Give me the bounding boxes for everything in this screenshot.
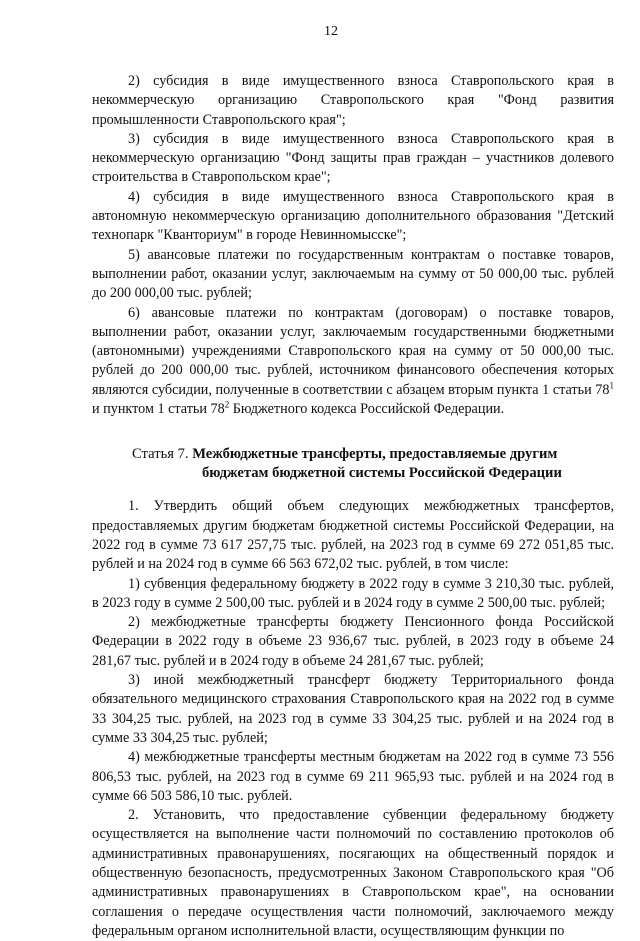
clause-1-item-3: 3) иной межбюджетный трансферт бюджету Территориального фонда обязательного медицинского страхования Ставропольского края на 2022 год в сумме 33 304,25 тыс. рублей, на 2023 год в сумме 33 304,25 тыс. рублей и на 2024 год в сумме 33 304,25 тыс. рублей; <box>92 672 614 746</box>
page-number: 12 <box>324 24 338 39</box>
paragraph-item-4: 4) субсидия в виде имущественного взноса Ставропольского края в автономную некоммерческую организацию дополнительного образования "Детский технопарк "Кванториум" в городе Невинномысске"; <box>92 188 614 244</box>
article-label: Статья 7. <box>132 446 193 463</box>
article-title-line-1: Межбюджетные трансферты, предоставляемые другим <box>192 446 558 463</box>
article-heading <box>92 445 614 483</box>
clause-1: 1. Утвердить общий объем следующих межбюджетных трансфертов, предоставляемых другим бюджетам бюджетной системы Российской Федерации, на 2022 год в сумме 73 617 257,75 тыс. рублей, на 2023 год в сумме 69 272 051,85 тыс. рублей и на 2024 год в сумме 66 563 672,02 тыс. рублей, в том числе: <box>92 498 614 573</box>
paragraph-6-text-a: 6) авансовые платежи по контрактам (договорам) о поставке товаров, выполнении работ, оказании услуг, заключаемым государственными бюджетными (автономными) учреждениями Ставропольского края на сумму от 50 000,00 тыс. рублей до 200 000,00 тыс. рублей, источником финансового обеспечения которых являются субсидии, полученные в соответствии с абзацем вторым пункта 1 статьи 78 <box>92 304 614 398</box>
article-title-line-2: бюджетам бюджетной системы Российской Федерации <box>202 465 562 482</box>
superscript-1: 1 <box>609 380 614 391</box>
paragraph-item-3: 3) субсидия в виде имущественного взноса Ставропольского края в некоммерческую организацию "Фонд защиты прав граждан – участников долевого строительства в Ставропольском крае"; <box>92 130 614 186</box>
paragraph-item-6 <box>92 304 614 420</box>
clause-1-item-1: 1) субвенция федеральному бюджету в 2022 году в сумме 3 210,30 тыс. рублей, в 2023 году в сумме 2 500,00 тыс. рублей и в 2024 году в сумме 2 500,00 тыс. рублей; <box>92 575 614 611</box>
superscript-2: 2 <box>224 399 230 410</box>
paragraph-6-text-b: и пунктом 1 статьи 78 <box>92 401 225 418</box>
paragraph-6-text-c: Бюджетного кодекса Российской Федерации. <box>229 401 505 418</box>
paragraph-item-2: 2) субсидия в виде имущественного взноса Ставропольского края в некоммерческую организацию Ставропольского края "Фонд развития промышленности Ставропольского края"; <box>92 73 614 128</box>
clause-2: 2. Установить, что предоставление субвенции федеральному бюджету осуществляется на выполнение части полномочий по составлению протоколов об административных правонарушениях, посягающих на общественный порядок и общественную безопасность, предусмотренных Законом Ставропольского края "Об административных правонарушениях в Ставропольском крае", на основании соглашения о передаче осуществления части полномочий, заключаемого между федеральным органом исполнительной власти, осуществляющим функции по <box>92 807 614 939</box>
clause-1-item-4: 4) межбюджетные трансферты местным бюджетам на 2022 год в сумме 73 556 806,53 тыс. рублей, на 2023 год в сумме 69 211 965,93 тыс. рублей и на 2024 год в сумме 66 503 586,10 тыс. рублей. <box>92 749 614 804</box>
clause-1-item-2: 2) межбюджетные трансферты бюджету Пенсионного фонда Российской Федерации в 2022 году в объеме 23 936,67 тыс. рублей, в 2023 году в объеме 24 281,67 тыс. рублей и в 2024 году в объеме 24 281,67 тыс. рублей; <box>92 614 614 669</box>
paragraph-item-5: 5) авансовые платежи по государственным контрактам о поставке товаров, выполнении работ, оказании услуг, заключаемым на сумму от 50 000,00 тыс. рублей до 200 000,00 тыс. рублей; <box>92 246 614 302</box>
